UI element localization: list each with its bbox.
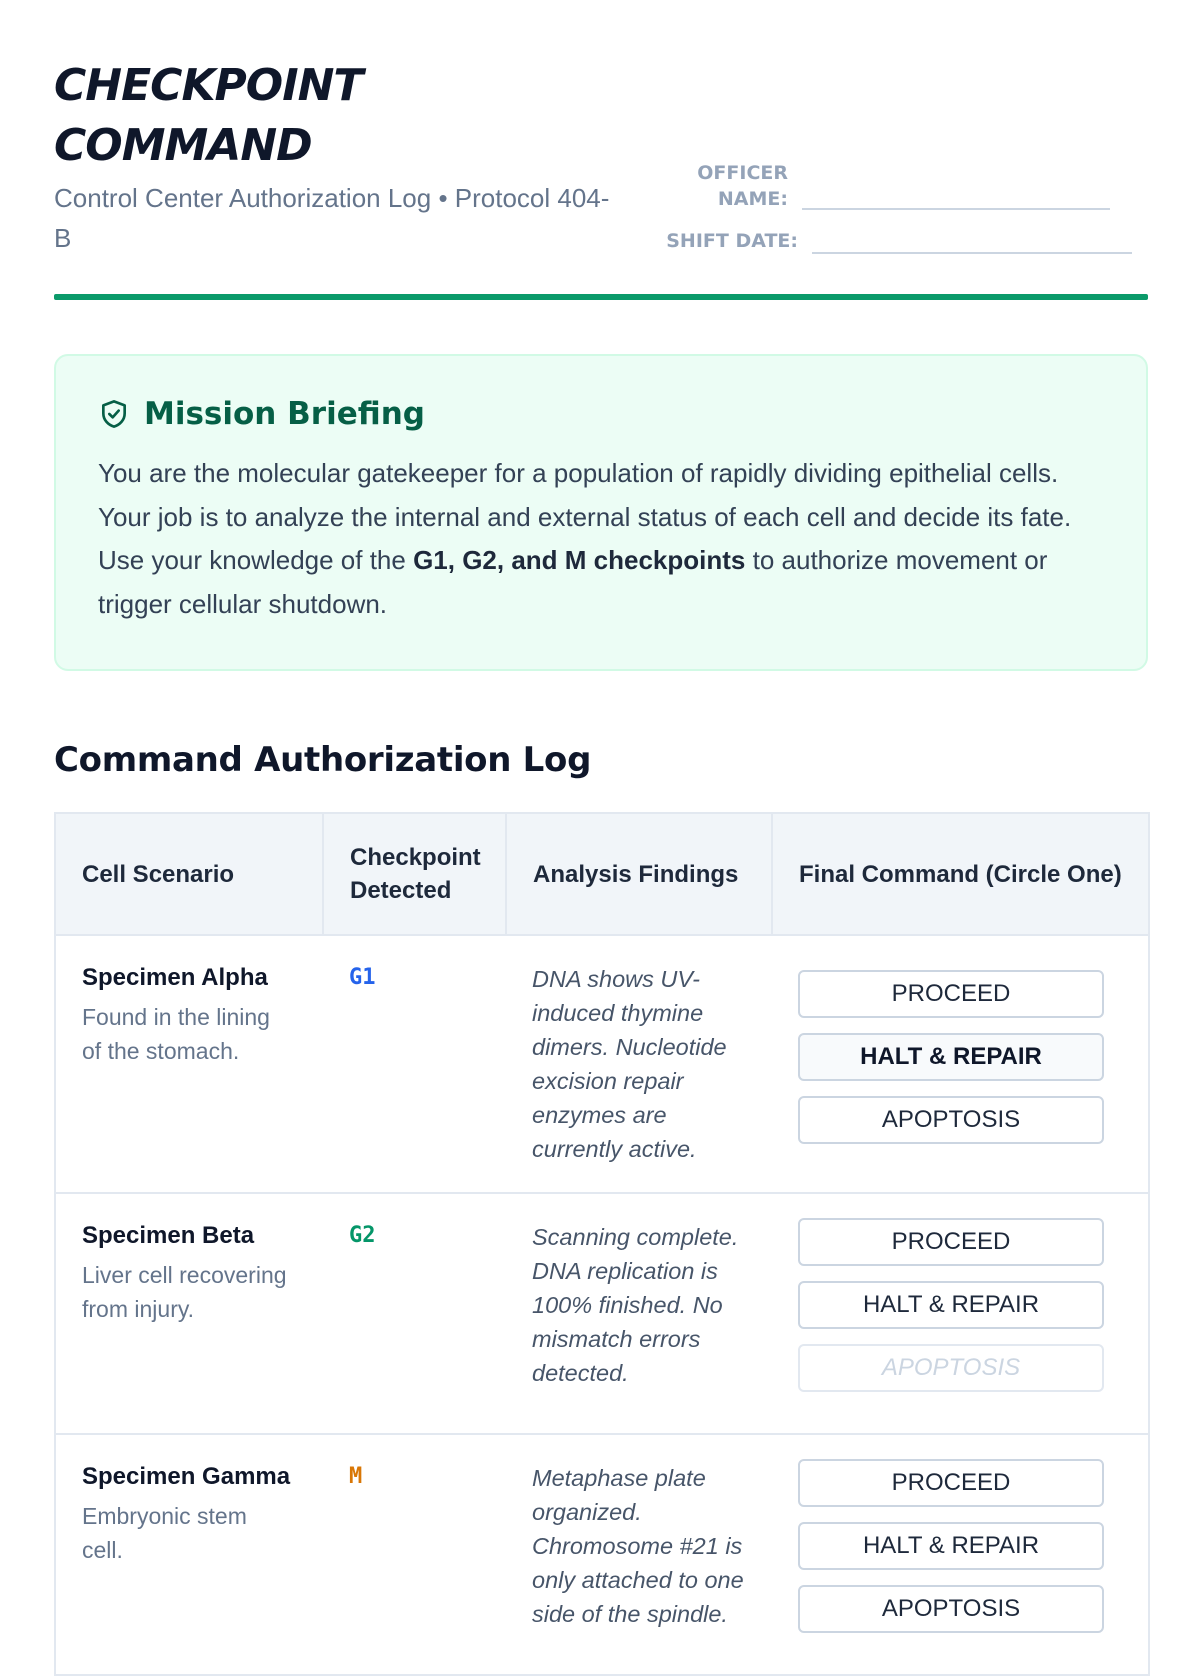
shift-date-line[interactable] [812, 251, 1132, 254]
halt-repair-button[interactable]: HALT & REPAIR [798, 1033, 1104, 1081]
briefing-header [98, 396, 1104, 432]
checkpoint-code: G1 [349, 965, 376, 990]
mission-briefing [54, 354, 1148, 671]
page-title: CHECKPOINT COMMAND [54, 60, 363, 171]
briefing-text-part: to authorize movement or trigger cellular shutdown. [98, 545, 1048, 619]
officer-name-label: OFFICER NAME: [697, 162, 788, 210]
apoptosis-button[interactable]: APOPTOSIS [798, 1344, 1104, 1392]
proceed-button[interactable]: PROCEED [798, 1459, 1104, 1507]
log-section-title: Command Authorization Log [54, 740, 592, 780]
table-header-row [55, 813, 1149, 935]
column-header: Cell Scenario [55, 813, 323, 935]
findings-cell [506, 1434, 772, 1675]
analysis-findings: Scanning complete. DNA replication is 100% finished. No mismatch errors detected. [532, 1224, 739, 1386]
proceed-button[interactable]: PROCEED [798, 1218, 1104, 1266]
column-header: Checkpoint Detected [323, 813, 506, 935]
apoptosis-button[interactable]: APOPTOSIS [798, 1585, 1104, 1633]
briefing-text [98, 452, 1108, 626]
command-cell [772, 1193, 1149, 1434]
table-row [55, 1193, 1149, 1434]
specimen-name: Specimen Gamma [82, 1463, 291, 1490]
analysis-findings: Metaphase plate organized. Chromosome #21 is only attached to one side of the spindle. [532, 1465, 744, 1627]
scenario-cell [55, 935, 323, 1193]
command-cell [772, 1434, 1149, 1675]
scenario-cell [55, 1193, 323, 1434]
analysis-findings: DNA shows UV-induced thymine dimers. Nucleotide excision repair enzymes are currently active. [532, 966, 727, 1162]
specimen-description: Found in the lining of the stomach. [82, 1004, 270, 1064]
findings-cell [506, 1193, 772, 1434]
authorization-log-table [54, 812, 1150, 1676]
findings-cell [506, 935, 772, 1193]
table-row [55, 935, 1149, 1193]
briefing-title: Mission Briefing [144, 396, 425, 432]
checkpoint-code: M [349, 1464, 363, 1489]
column-header: Final Command (Circle One) [772, 813, 1149, 935]
checkpoint-cell [323, 935, 506, 1193]
halt-repair-button[interactable]: HALT & REPAIR [798, 1522, 1104, 1570]
briefing-text-part: You are the molecular gatekeeper for a population of rapidly dividing epithelial cells. Your job is to analyze the internal and external status of each cell and decide its fate. Use your knowledge of the [98, 458, 1072, 575]
checkpoint-cell [323, 1193, 506, 1434]
apoptosis-button[interactable]: APOPTOSIS [798, 1096, 1104, 1144]
command-cell [772, 935, 1149, 1193]
briefing-text-emphasis: G1, G2, and M checkpoints [413, 545, 746, 575]
officer-name-line[interactable] [802, 207, 1110, 210]
shift-date-field[interactable] [620, 228, 1132, 254]
officer-name-field[interactable] [680, 160, 1110, 212]
table-row [55, 1434, 1149, 1675]
checkpoint-code: G2 [349, 1223, 376, 1248]
specimen-name: Specimen Alpha [82, 964, 268, 991]
scenario-cell [55, 1434, 323, 1675]
shield-check-icon [98, 398, 130, 430]
specimen-description: Embryonic stem cell. [82, 1503, 247, 1563]
specimen-name: Specimen Beta [82, 1222, 255, 1249]
checkpoint-cell [323, 1434, 506, 1675]
page-subtitle: Control Center Authorization Log • Protocol 404-B [54, 183, 610, 253]
header-divider [54, 294, 1148, 300]
column-header: Analysis Findings [506, 813, 772, 935]
halt-repair-button[interactable]: HALT & REPAIR [798, 1281, 1104, 1329]
proceed-button[interactable]: PROCEED [798, 970, 1104, 1018]
shift-date-label: SHIFT DATE: [666, 230, 798, 252]
specimen-description: Liver cell recovering from injury. [82, 1262, 287, 1322]
